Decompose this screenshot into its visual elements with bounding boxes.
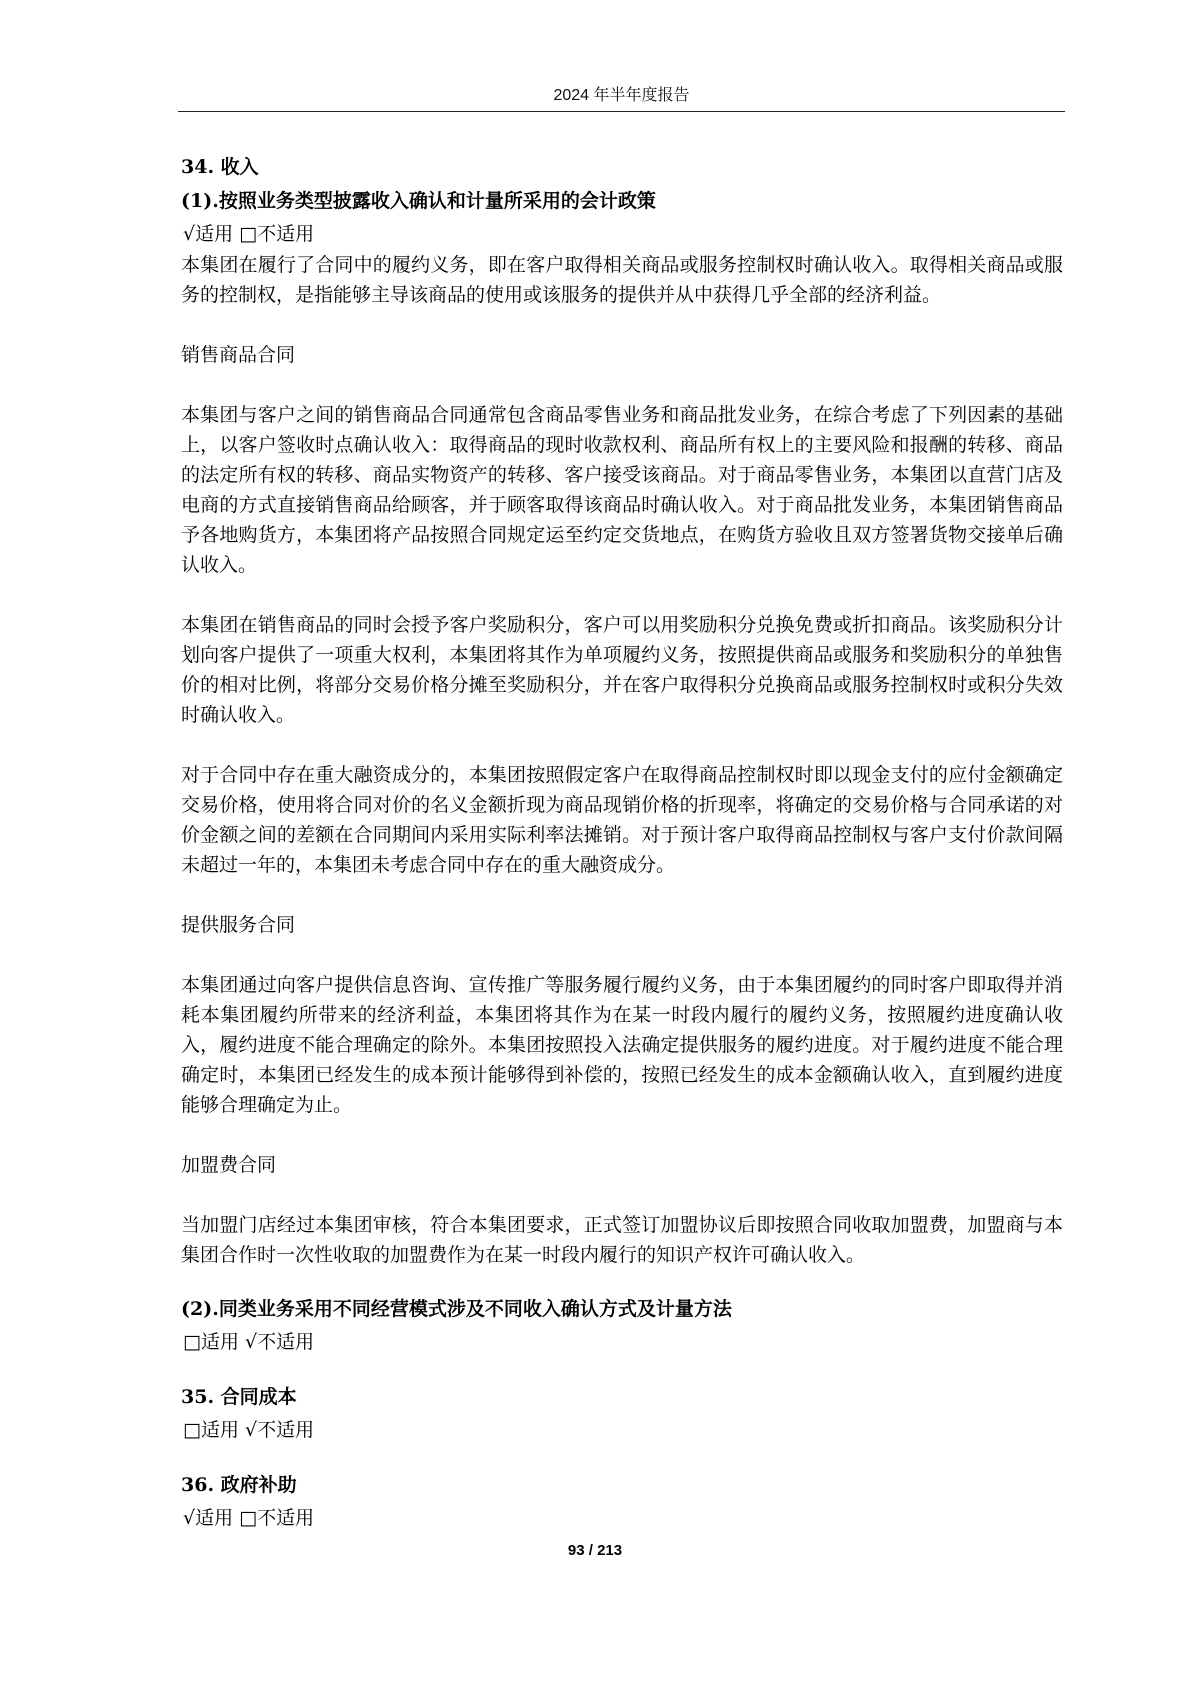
page-number: 93 / 213: [567, 1542, 623, 1559]
page-header: 2024 年半年度报告: [553, 87, 690, 104]
section-34-2-title: (2).同类业务采用不同经营模式涉及不同收入确认方式及计量方法: [181, 1298, 732, 1320]
goods-contract-heading: 销售商品合同: [181, 344, 296, 366]
revenue-intro-paragraph: 本集团在履行了合同中的履约义务，即在客户取得相关商品或服务控制权时确认收入。取得相关商品或服务的控制权，是指能够主导该商品的使用或该服务的提供并从中获得几乎全部的经济利益。: [181, 254, 1063, 306]
franchise-contract-heading: 加盟费合同: [181, 1154, 277, 1176]
franchise-contract-paragraph: 当加盟门店经过本集团审核，符合本集团要求，正式签订加盟协议后即按照合同收取加盟费，加盟商与本集团合作时一次性收取的加盟费作为在某一时段内履行的知识产权许可确认收入。: [181, 1214, 1063, 1266]
service-contract-paragraph: 本集团通过向客户提供信息咨询、宣传推广等服务履行履约义务，由于本集团履约的同时客户即取得并消耗本集团履约所带来的经济利益，本集团将其作为在某一时段内履行的履约义务，按照履约进度确认收入，履约进度不能合理确定的除外。本集团按照投入法确定提供服务的履约进度。对于履约进度不能合理确定时，本集团已经发生的成本预计能够得到补偿的，按照已经发生的成本金额确认收入，直到履约进度能够合理确定为止。: [181, 974, 1063, 1116]
section-35-applicability: □适用 √不适用: [183, 1419, 315, 1441]
section-34-2-applicability: □适用 √不适用: [183, 1331, 315, 1353]
section-35-title: 35. 合同成本: [181, 1386, 297, 1408]
goods-contract-paragraph-3: 对于合同中存在重大融资成分的，本集团按照假定客户在取得商品控制权时即以现金支付的应付金额确定交易价格，使用将合同对价的名义金额折现为商品现销价格的折现率，将确定的交易价格与合同承诺的对价金额之间的差额在合同期间内采用实际利率法摊销。对于预计客户取得商品控制权与客户支付价款间隔未超过一年的，本集团未考虑合同中存在的重大融资成分。: [181, 764, 1063, 876]
document-body: [181, 150, 1063, 1534]
section-34-1-title: (1).按照业务类型披露收入确认和计量所采用的会计政策: [181, 190, 656, 212]
header-divider: [178, 111, 1065, 112]
goods-contract-paragraph-2: 本集团在销售商品的同时会授予客户奖励积分，客户可以用奖励积分兑换免费或折扣商品。该奖励积分计划向客户提供了一项重大权利，本集团将其作为单项履约义务，按照提供商品或服务和奖励积分的单独售价的相对比例，将部分交易价格分摊至奖励积分，并在客户取得积分兑换商品或服务控制权时或积分失效时确认收入。: [181, 614, 1063, 726]
service-contract-heading: 提供服务合同: [181, 914, 296, 936]
section-36-applicability: √适用 □不适用: [183, 1507, 315, 1529]
section-34-1-applicability: √适用 □不适用: [183, 223, 315, 245]
section-34-title: 34. 收入: [181, 156, 259, 178]
section-36-title: 36. 政府补助: [181, 1474, 297, 1496]
goods-contract-paragraph-1: 本集团与客户之间的销售商品合同通常包含商品零售业务和商品批发业务，在综合考虑了下列因素的基础上，以客户签收时点确认收入：取得商品的现时收款权利、商品所有权上的主要风险和报酬的转移、商品的法定所有权的转移、商品实物资产的转移、客户接受该商品。对于商品零售业务，本集团以直营门店及电商的方式直接销售商品给顾客，并于顾客取得该商品时确认收入。对于商品批发业务，本集团销售商品予各地购货方，本集团将产品按照合同规定运至约定交货地点，在购货方验收且双方签署货物交接单后确认收入。: [181, 404, 1063, 576]
